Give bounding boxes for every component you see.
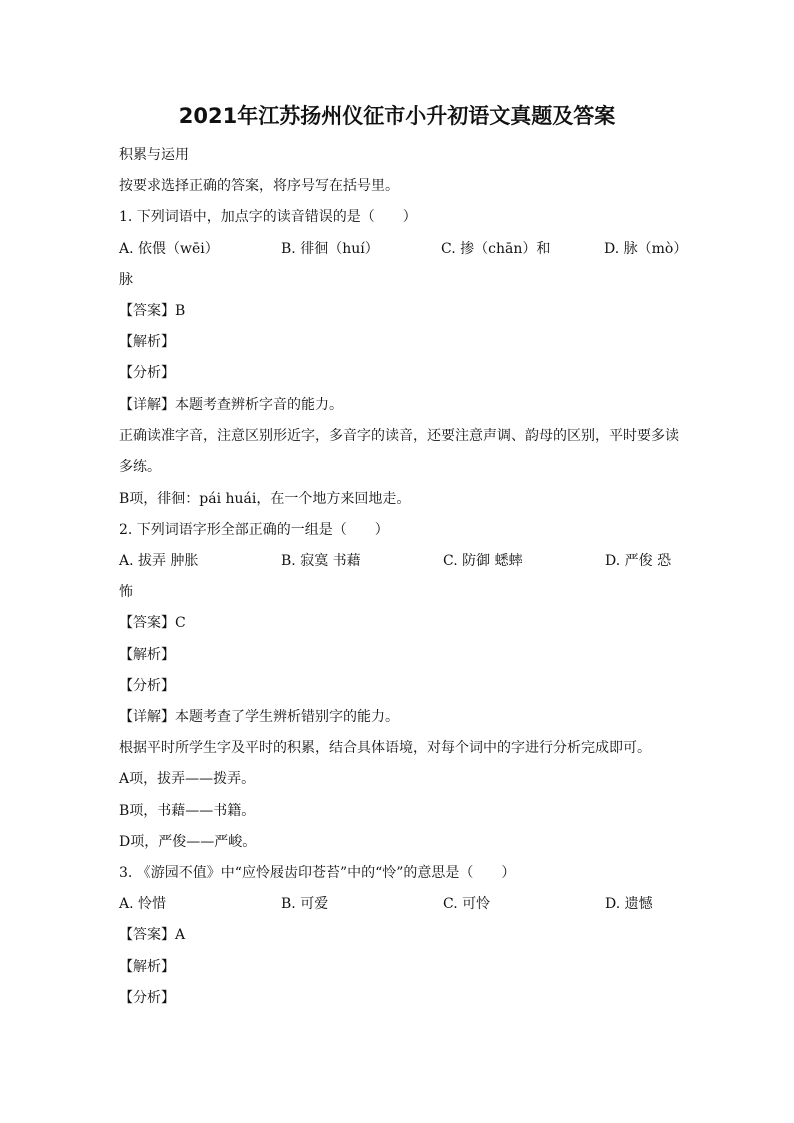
question-3-option-c: C. 可怜 bbox=[443, 896, 491, 912]
question-1-body-line-3: B项，徘徊：pái huái，在一个地方来回地走。 bbox=[119, 491, 411, 507]
question-3-answer: 【答案】A bbox=[119, 927, 186, 943]
question-3-option-b: B. 可爱 bbox=[281, 896, 329, 912]
question-1-option-a: A. 依偎（wēi） bbox=[119, 241, 219, 257]
question-2-option-b: B. 寂寞 书藉 bbox=[281, 553, 361, 569]
question-3-option-a: A. 怜惜 bbox=[119, 896, 167, 912]
question-1-option-d: D. 脉（mò） bbox=[604, 241, 688, 257]
question-2-stem: 2. 下列词语字形全部正确的一组是（ ） bbox=[119, 522, 389, 538]
instruction-text: 按要求选择正确的答案，将序号写在括号里。 bbox=[119, 178, 399, 194]
page-title: 2021年江苏扬州仪征市小升初语文真题及答案 bbox=[178, 104, 616, 128]
question-1-fenxi-label: 【分析】 bbox=[119, 365, 175, 381]
question-1-body-line-2: 多练。 bbox=[119, 459, 161, 475]
question-1-option-c: C. 掺（chān）和 bbox=[441, 241, 551, 257]
question-1-option-b: B. 徘徊（huí） bbox=[281, 241, 379, 257]
question-2-fenxi-label: 【分析】 bbox=[119, 678, 175, 694]
question-2-option-wrap: 怖 bbox=[119, 584, 133, 600]
question-1-xiangjie: 【详解】本题考查辨析字音的能力。 bbox=[119, 397, 343, 413]
question-2-body-line-4: D项，严俊——严峻。 bbox=[119, 834, 257, 850]
question-2-option-a: A. 拔弄 肿胀 bbox=[119, 553, 199, 569]
question-1-stem: 1. 下列词语中，加点字的读音错误的是（ ） bbox=[119, 209, 417, 225]
question-2-body-line-1: 根据平时所学生字及平时的积累，结合具体语境，对每个词中的字进行分析完成即可。 bbox=[119, 740, 651, 756]
question-2-body-line-2: A项，拔弄——拨弄。 bbox=[119, 771, 256, 787]
question-2-body-line-3: B项，书藉——书籍。 bbox=[119, 803, 256, 819]
question-2-option-c: C. 防御 蟋蟀 bbox=[443, 553, 523, 569]
question-1-jiexi-label: 【解析】 bbox=[119, 334, 175, 350]
question-1-answer: 【答案】B bbox=[119, 303, 186, 319]
question-3-jiexi-label: 【解析】 bbox=[119, 959, 175, 975]
question-1-option-wrap: 脉 bbox=[119, 272, 133, 288]
question-1-body-line-1: 正确读准字音，注意区别形近字，多音字的读音，还要注意声调、韵母的区别，平时要多读 bbox=[119, 428, 679, 444]
question-2-xiangjie: 【详解】本题考查了学生辨析错别字的能力。 bbox=[119, 709, 399, 725]
question-3-stem: 3. 《游园不值》中“应怜屐齿印苍苔”中的“怜”的意思是（ ） bbox=[119, 865, 516, 881]
section-heading: 积累与运用 bbox=[119, 147, 189, 163]
question-2-jiexi-label: 【解析】 bbox=[119, 647, 175, 663]
question-2-option-d: D. 严俊 恐 bbox=[605, 553, 672, 569]
question-2-answer: 【答案】C bbox=[119, 615, 186, 631]
question-3-option-d: D. 遗憾 bbox=[605, 896, 653, 912]
question-3-fenxi-label: 【分析】 bbox=[119, 990, 175, 1006]
